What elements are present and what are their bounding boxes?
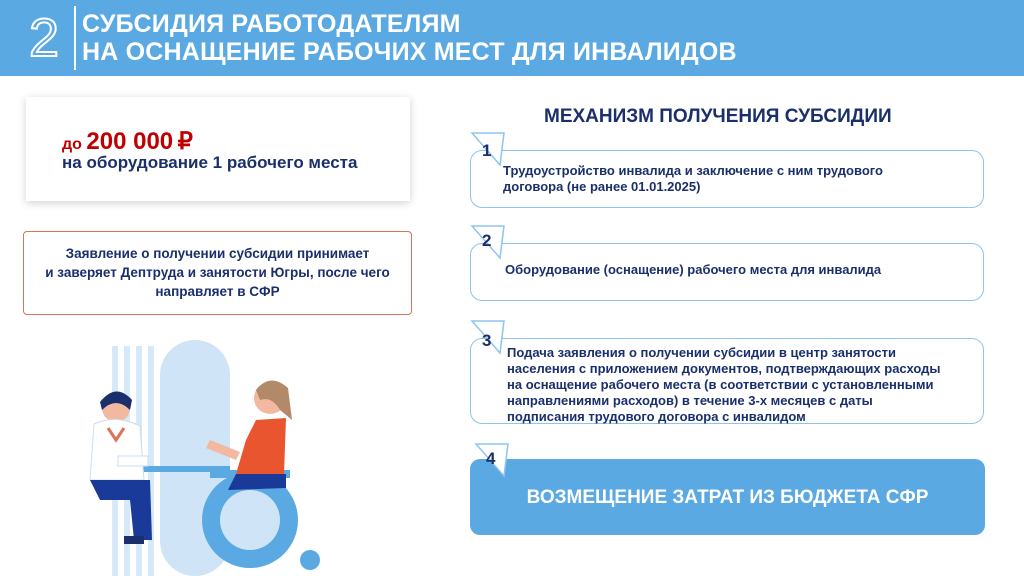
step-4-card [470,459,985,535]
page-title-line1: СУБСИДИЯ РАБОТОДАТЕЛЯМ [82,10,461,38]
header-divider [74,6,76,70]
subsidy-amount [62,127,193,156]
subsidy-amount-card [26,97,410,201]
mechanism-title: МЕХАНИЗМ ПОЛУЧЕНИЯ СУБСИДИИ [544,106,892,127]
step-1-card [470,150,984,208]
page-title-line2: НА ОСНАЩЕНИЕ РАБОЧИХ МЕСТ ДЛЯ ИНВАЛИДОВ [82,38,737,66]
amount-description: на оборудование 1 рабочего места [62,153,358,172]
step-1-number: 1 [482,141,492,160]
step-2-text: Оборудование (оснащение) рабочего места для инвалида [505,262,882,277]
step-1-text: Трудоустройство инвалида и заключение с ним трудового договора (не ранее 01.01.2025) [503,163,883,194]
illustration-employer-and-wheelchair-user [60,340,380,576]
notice-text: Заявление о получении субсидии принимает и заверяет Дептруда и занятости Югры, после чего направляет в СФР [45,246,390,299]
step-2-card [470,243,984,301]
amount-prefix: до [62,136,82,153]
section-number: 2 [28,8,60,68]
step-3-number: 3 [482,331,492,350]
step-3-text: Подача заявления о получении субсидии в центр занятости населения с приложением документов, подтверждающих расходы на оснащение рабочего места (в соответствии с установленными направлениями расходов) в течение 3-х месяцев с даты подписания трудового договора с инвалидом [507,345,941,424]
step-2-number: 2 [482,231,492,250]
ruble-sign: ₽ [177,128,193,155]
step-4-number: 4 [486,449,496,468]
step-3-card [470,338,984,424]
header-bar [0,0,1024,76]
person-left-icon [90,391,152,544]
notice-card [23,231,412,315]
step-4-text: ВОЗМЕЩЕНИЕ ЗАТРАТ ИЗ БЮДЖЕТА СФР [526,487,929,508]
page-title [82,10,737,66]
amount-value: 200 000 [86,128,174,155]
